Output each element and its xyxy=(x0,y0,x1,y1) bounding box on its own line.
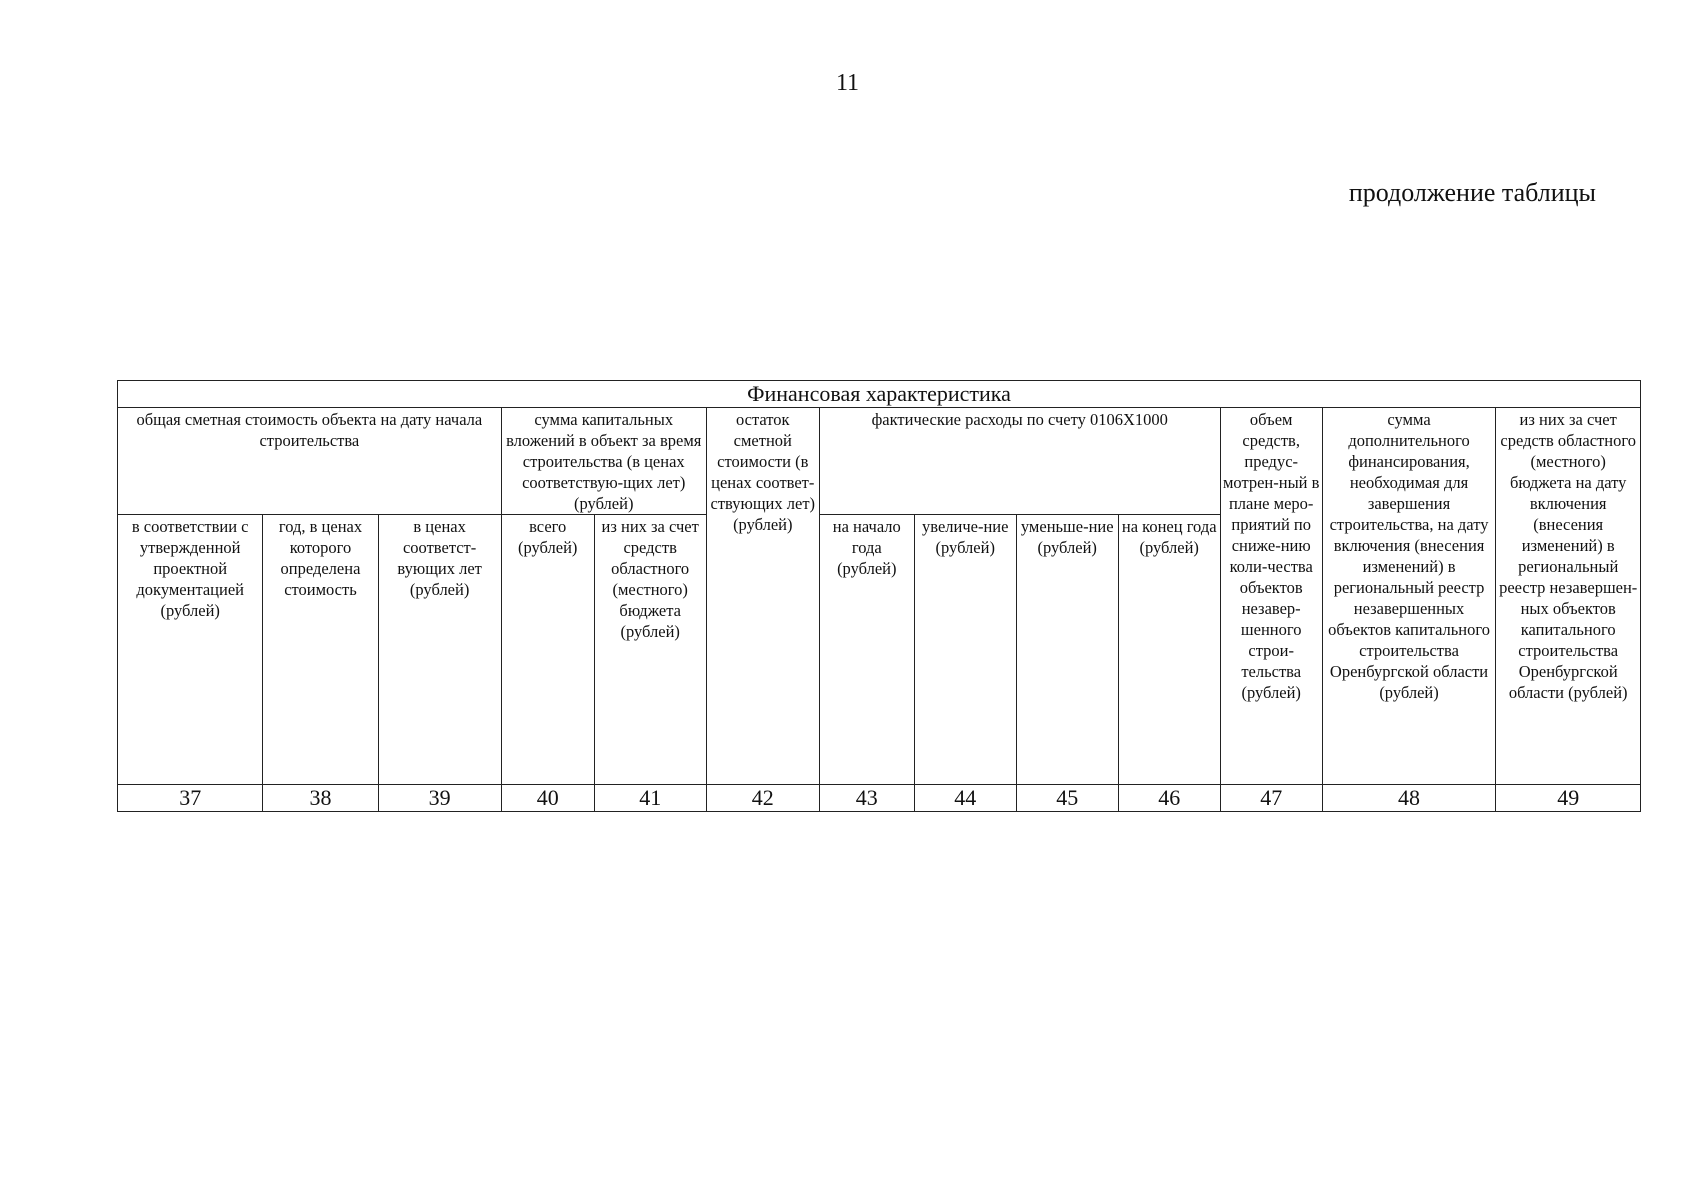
column-number: 37 xyxy=(118,785,263,812)
header-actual-expenses: фактические расходы по счету 0106Х1000 xyxy=(819,408,1220,515)
header-capital-investments: сумма капитальных вложений в объект за время строительства (в ценах соответствую-щих лет) (рублей) xyxy=(501,408,706,515)
header-estimated-cost: общая сметная стоимость объекта на дату начала строительства xyxy=(118,408,502,515)
table-title: Финансовая характеристика xyxy=(118,381,1641,408)
column-number: 46 xyxy=(1118,785,1220,812)
continuation-label: продолжение таблицы xyxy=(1348,178,1596,207)
subheader-decrease: уменьше-ние (рублей) xyxy=(1016,515,1118,785)
subheader-approved-docs: в соответствии с утвержденной проектной документацией (рублей) xyxy=(118,515,263,785)
subheader-current-prices: в ценах соответст-вующих лет (рублей) xyxy=(378,515,501,785)
header-additional-financing: сумма дополнительного финансирования, необходимая для завершения строительства, на дату включения (внесения изменений) в региональный реестр незавершенных объектов капитального строительства Оренбургской области (рублей) xyxy=(1322,408,1496,785)
column-number: 48 xyxy=(1322,785,1496,812)
column-number: 40 xyxy=(501,785,594,812)
column-number: 44 xyxy=(914,785,1016,812)
column-number: 47 xyxy=(1220,785,1322,812)
column-number: 45 xyxy=(1016,785,1118,812)
column-number: 49 xyxy=(1496,785,1641,812)
column-number: 39 xyxy=(378,785,501,812)
subheader-year-prices: год, в ценах которого определена стоимость xyxy=(263,515,378,785)
subheader-increase: увеличе-ние (рублей) xyxy=(914,515,1016,785)
subheader-start-of-year: на начало года (рублей) xyxy=(819,515,914,785)
header-funds-volume: объем средств, предус-мотрен-ный в плане меро-приятий по сниже-нию коли-чества объектов незавер-шенного строи-тельства (рублей) xyxy=(1220,408,1322,785)
subheader-total: всего (рублей) xyxy=(501,515,594,785)
column-number: 41 xyxy=(594,785,706,812)
header-regional-budget: из них за счет средств областного (местного) бюджета на дату включения (внесения изменений) в региональный реестр незавершен-ных объектов капитального строительства Оренбургской области (рублей) xyxy=(1496,408,1641,785)
subheader-end-of-year: на конец года (рублей) xyxy=(1118,515,1220,785)
column-number: 38 xyxy=(263,785,378,812)
page-number: 11 xyxy=(835,70,860,96)
column-number: 42 xyxy=(706,785,819,812)
subheader-regional-share: из них за счет средств областного (местного) бюджета (рублей) xyxy=(594,515,706,785)
financial-table xyxy=(117,380,1641,812)
column-number: 43 xyxy=(819,785,914,812)
header-remaining-cost: остаток сметной стоимости (в ценах соответ-ствующих лет) (рублей) xyxy=(706,408,819,785)
